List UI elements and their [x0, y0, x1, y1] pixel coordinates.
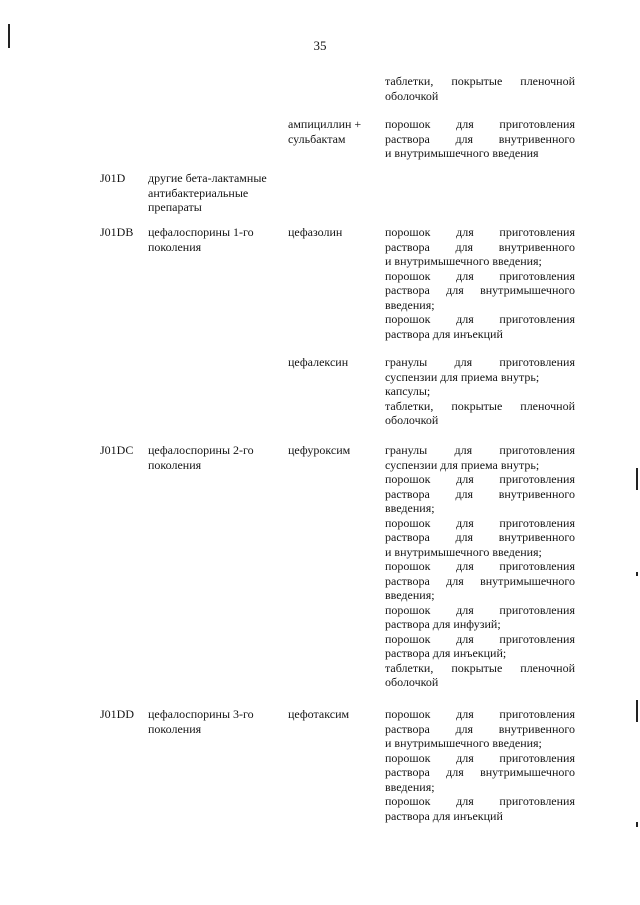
dosage-form-entry	[385, 661, 575, 690]
pharmacological-group-line: препараты	[148, 200, 202, 214]
dosage-form-line: оболочкой	[385, 675, 439, 689]
dosage-forms	[385, 443, 575, 690]
pharmacological-group-line: поколения	[148, 457, 202, 472]
pharmacological-group-line: цефалоспорины 3-го	[148, 707, 254, 721]
dosage-forms	[385, 707, 575, 823]
pharmacological-group-line: цефалоспорины 2-го	[148, 443, 254, 457]
atc-code: J01DC	[100, 443, 134, 457]
drug-name	[288, 117, 380, 146]
dosage-form-line: раствора для инъекций;	[385, 646, 507, 660]
dosage-forms	[385, 117, 575, 161]
atc-code: J01DB	[100, 225, 134, 239]
dosage-form-line: раствора для инъекций	[385, 808, 503, 823]
dosage-form-line: порошок для приготовления	[385, 794, 575, 808]
dosage-form-entry	[385, 794, 575, 823]
pharmacological-group-line: поколения	[148, 239, 202, 254]
scan-edge-mark	[636, 822, 638, 827]
scan-edge-mark	[636, 700, 638, 722]
dosage-form-line: порошок для приготовления	[385, 268, 575, 283]
dosage-form-line: порошок для приготовления	[385, 117, 575, 131]
dosage-form-line: раствора для внутримышечного	[385, 573, 575, 588]
dosage-form-entry	[385, 632, 575, 661]
scan-edge-mark	[636, 572, 638, 576]
dosage-form-entry	[385, 312, 575, 341]
dosage-form-entry	[385, 559, 575, 603]
dosage-form-line: порошок для приготовления	[385, 472, 575, 486]
dosage-form-line: порошок для приготовления	[385, 312, 575, 326]
dosage-form-line: таблетки, покрытые пленочной	[385, 74, 575, 88]
scan-margin-mark	[8, 24, 10, 48]
dosage-form-line: оболочкой	[385, 413, 439, 427]
dosage-form-entry	[385, 443, 575, 472]
dosage-form-line: и внутримышечного введения	[385, 146, 539, 160]
dosage-form-line: таблетки, покрытые пленочной	[385, 660, 575, 675]
dosage-form-entry	[385, 399, 575, 428]
scan-edge-mark	[636, 468, 638, 490]
atc-code: J01D	[100, 171, 126, 185]
dosage-form-line: раствора для внутривенного	[385, 486, 575, 501]
dosage-form-line: введения;	[385, 779, 435, 794]
dosage-form-line: суспензии для приема внутрь;	[385, 369, 540, 384]
dosage-form-entry	[385, 117, 575, 161]
dosage-form-entry	[385, 751, 575, 795]
pharmacological-group	[148, 443, 282, 472]
dosage-form-entry	[385, 472, 575, 516]
dosage-form-line: раствора для внутривенного	[385, 721, 575, 736]
drug-name-line: цефалексин	[288, 355, 349, 369]
page-number: 35	[313, 38, 327, 53]
pharmacological-group-line: цефалоспорины 1-го	[148, 225, 254, 239]
dosage-form-line: введения;	[385, 297, 435, 312]
drug-name	[288, 443, 380, 458]
drug-name-line: цефуроксим	[288, 443, 351, 457]
dosage-forms	[385, 225, 575, 341]
dosage-form-line: оболочкой	[385, 88, 439, 103]
dosage-form-line: гранулы для приготовления	[385, 443, 575, 457]
dosage-form-line: раствора для внутривенного	[385, 239, 575, 254]
dosage-form-line: порошок для приготовления	[385, 631, 575, 646]
dosage-form-line: раствора для внутривенного	[385, 131, 575, 146]
dosage-form-entry	[385, 384, 575, 399]
drug-name-line: цефазолин	[288, 225, 343, 239]
dosage-form-line: порошок для приготовления	[385, 559, 575, 573]
dosage-form-line: раствора для внутримышечного	[385, 765, 575, 779]
pharmacological-group-line: антибактериальные	[148, 185, 249, 200]
dosage-form-line: капсулы;	[385, 384, 431, 398]
drug-name	[288, 707, 380, 722]
dosage-forms	[385, 355, 575, 428]
drug-name	[288, 355, 380, 370]
dosage-form-line: порошок для приготовления	[385, 225, 575, 239]
dosage-form-entry	[385, 707, 575, 751]
dosage-form-entry	[385, 225, 575, 269]
dosage-form-line: суспензии для приема внутрь;	[385, 457, 540, 472]
pharmacological-group-line: другие бета-лактамные	[148, 171, 267, 185]
dosage-form-line: порошок для приготовления	[385, 707, 575, 721]
dosage-form-entry	[385, 269, 575, 313]
dosage-form-line: раствора для инфузий;	[385, 617, 501, 631]
dosage-form-entry	[385, 603, 575, 632]
pharmacological-group	[148, 225, 282, 254]
dosage-form-line: порошок для приготовления	[385, 515, 575, 530]
dosage-form-line: и внутримышечного введения;	[385, 254, 542, 268]
dosage-form-line: раствора для внутривенного	[385, 530, 575, 544]
drug-name-line: цефотаксим	[288, 707, 350, 721]
pharmacological-group-line: поколения	[148, 721, 202, 736]
drug-name	[288, 225, 380, 240]
dosage-form-line: порошок для приготовления	[385, 750, 575, 765]
atc-code: J01DD	[100, 707, 135, 721]
dosage-form-line: гранулы для приготовления	[385, 355, 575, 369]
dosage-form-line: и внутримышечного введения;	[385, 544, 542, 559]
dosage-form-line: раствора для внутримышечного	[385, 283, 575, 297]
dosage-form-line: порошок для приготовления	[385, 602, 575, 617]
drug-name-line: ампициллин +	[288, 117, 362, 131]
dosage-form-line: и внутримышечного введения;	[385, 736, 542, 750]
dosage-forms	[385, 74, 575, 103]
dosage-form-entry	[385, 516, 575, 560]
dosage-form-line: таблетки, покрытые пленочной	[385, 398, 575, 413]
dosage-form-line: введения;	[385, 501, 435, 515]
pharmacological-group	[148, 707, 282, 736]
dosage-form-entry	[385, 355, 575, 384]
pharmacological-group	[148, 171, 282, 215]
dosage-form-line: введения;	[385, 588, 435, 602]
dosage-form-entry	[385, 74, 575, 103]
dosage-form-line: раствора для инъекций	[385, 326, 503, 341]
drug-name-line: сульбактам	[288, 131, 346, 146]
